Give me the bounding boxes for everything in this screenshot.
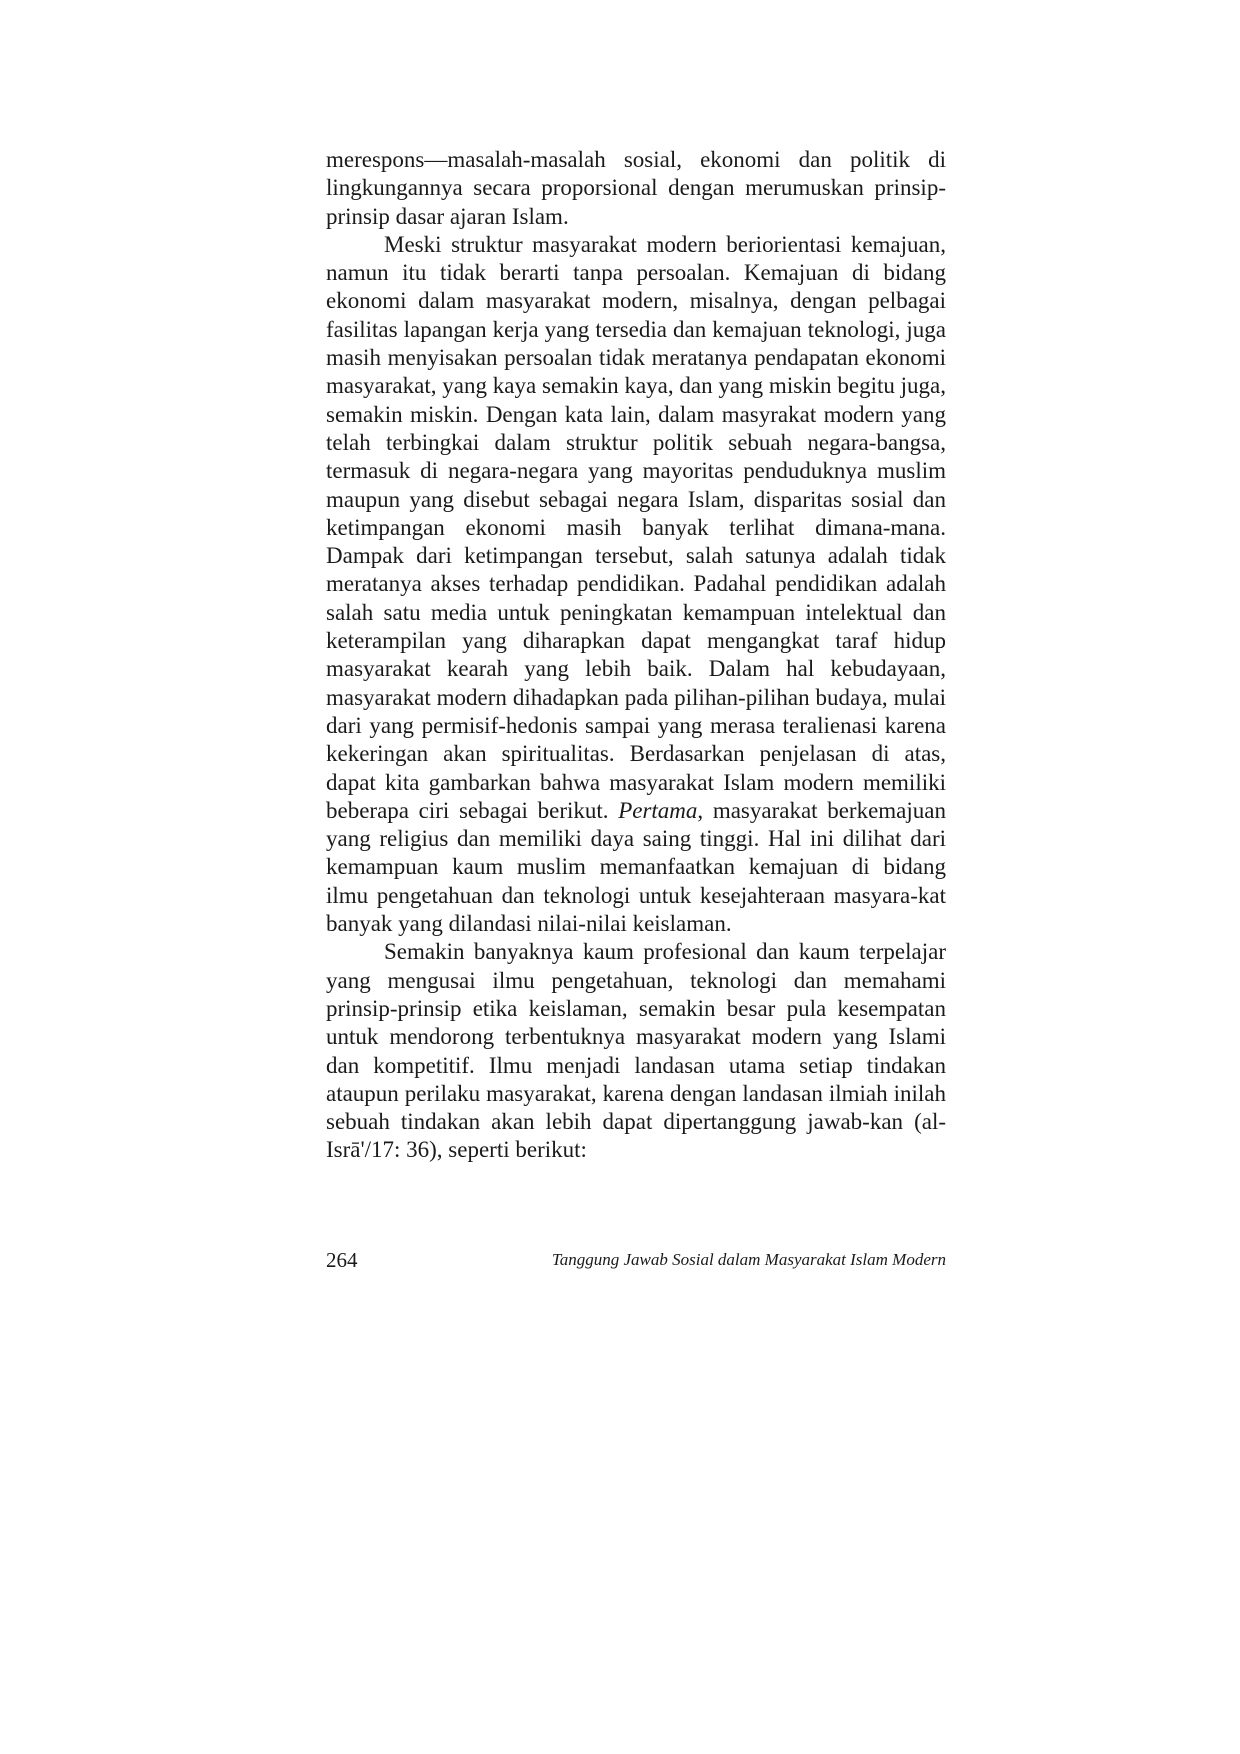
paragraph: [326, 231, 946, 938]
running-title: Tanggung Jawab Sosial dalam Masyarakat Islam Modern: [551, 1250, 946, 1269]
paragraph: Semakin banyaknya kaum profesional dan kaum terpelajar yang mengusai ilmu pengetahuan, teknologi dan memahami prinsip-prinsip etika keislaman, semakin besar pula kesempatan untuk mendorong terbentuknya masyarakat modern yang Islami dan kompetitif. Ilmu menjadi landasan utama setiap tindakan ataupun perilaku masyarakat, karena dengan landasan ilmiah inilah sebuah tindakan akan lebih dapat dipertanggung jawab-kan (al-Isrā'/17: 36), seperti berikut:: [326, 939, 946, 1163]
paragraph-text: , masyarakat berkemajuan yang religius dan memiliki daya saing tinggi. Hal ini dilihat dari kemampuan kaum muslim memanfaatkan kemajuan di bidang ilmu pengetahuan dan teknologi untuk kesejahteraan masyara-kat banyak yang dilandasi nilai-nilai keislaman.: [326, 797, 946, 937]
paragraph-text: Meski struktur masyarakat modern beriorientasi kemajuan, namun itu tidak berarti tanpa persoalan. Kemajuan di bidang ekonomi dalam masyarakat modern, misalnya, dengan pelbagai fasilitas lapangan kerja yang tersedia dan kemajuan teknologi, juga masih menyisakan persoalan tidak meratanya pendapatan ekonomi masyarakat, yang kaya semakin kaya, dan yang miskin begitu juga, semakin miskin. Dengan kata lain, dalam masyrakat modern yang telah terbingkai dalam struktur politik sebuah negara-bangsa, termasuk di negara-negara yang mayoritas penduduknya muslim maupun yang disebut sebagai negara Islam, disparitas sosial dan ketimpangan ekonomi masih banyak terlihat dimana-mana. Dampak dari ketimpangan tersebut, salah satunya adalah tidak meratanya akses terhadap pendidikan. Padahal pendidikan adalah salah satu media untuk peningkatan kemampuan intelektual dan keterampilan yang diharapkan dapat mengangkat taraf hidup masyarakat kearah yang lebih baik. Dalam hal kebudayaan, masyarakat modern dihadapkan pada pilihan-pilihan budaya, mulai dari yang permisif-hedonis sampai yang merasa teralienasi karena kekeringan akan spiritualitas. Berdasarkan penjelasan di atas, dapat kita gambarkan bahwa masyarakat Islam modern memiliki beberapa ciri sebagai berikut.: [326, 231, 946, 823]
body-text: [326, 146, 946, 1165]
page-number: 264: [326, 1248, 358, 1272]
paragraph-continuation: merespons—masalah-masalah sosial, ekonomi dan politik di lingkungannya secara proporsional dengan merumuskan prinsip-prinsip dasar ajaran Islam.: [326, 147, 946, 229]
emphasis-text: Pertama: [618, 797, 698, 823]
page-footer: [326, 1248, 946, 1278]
